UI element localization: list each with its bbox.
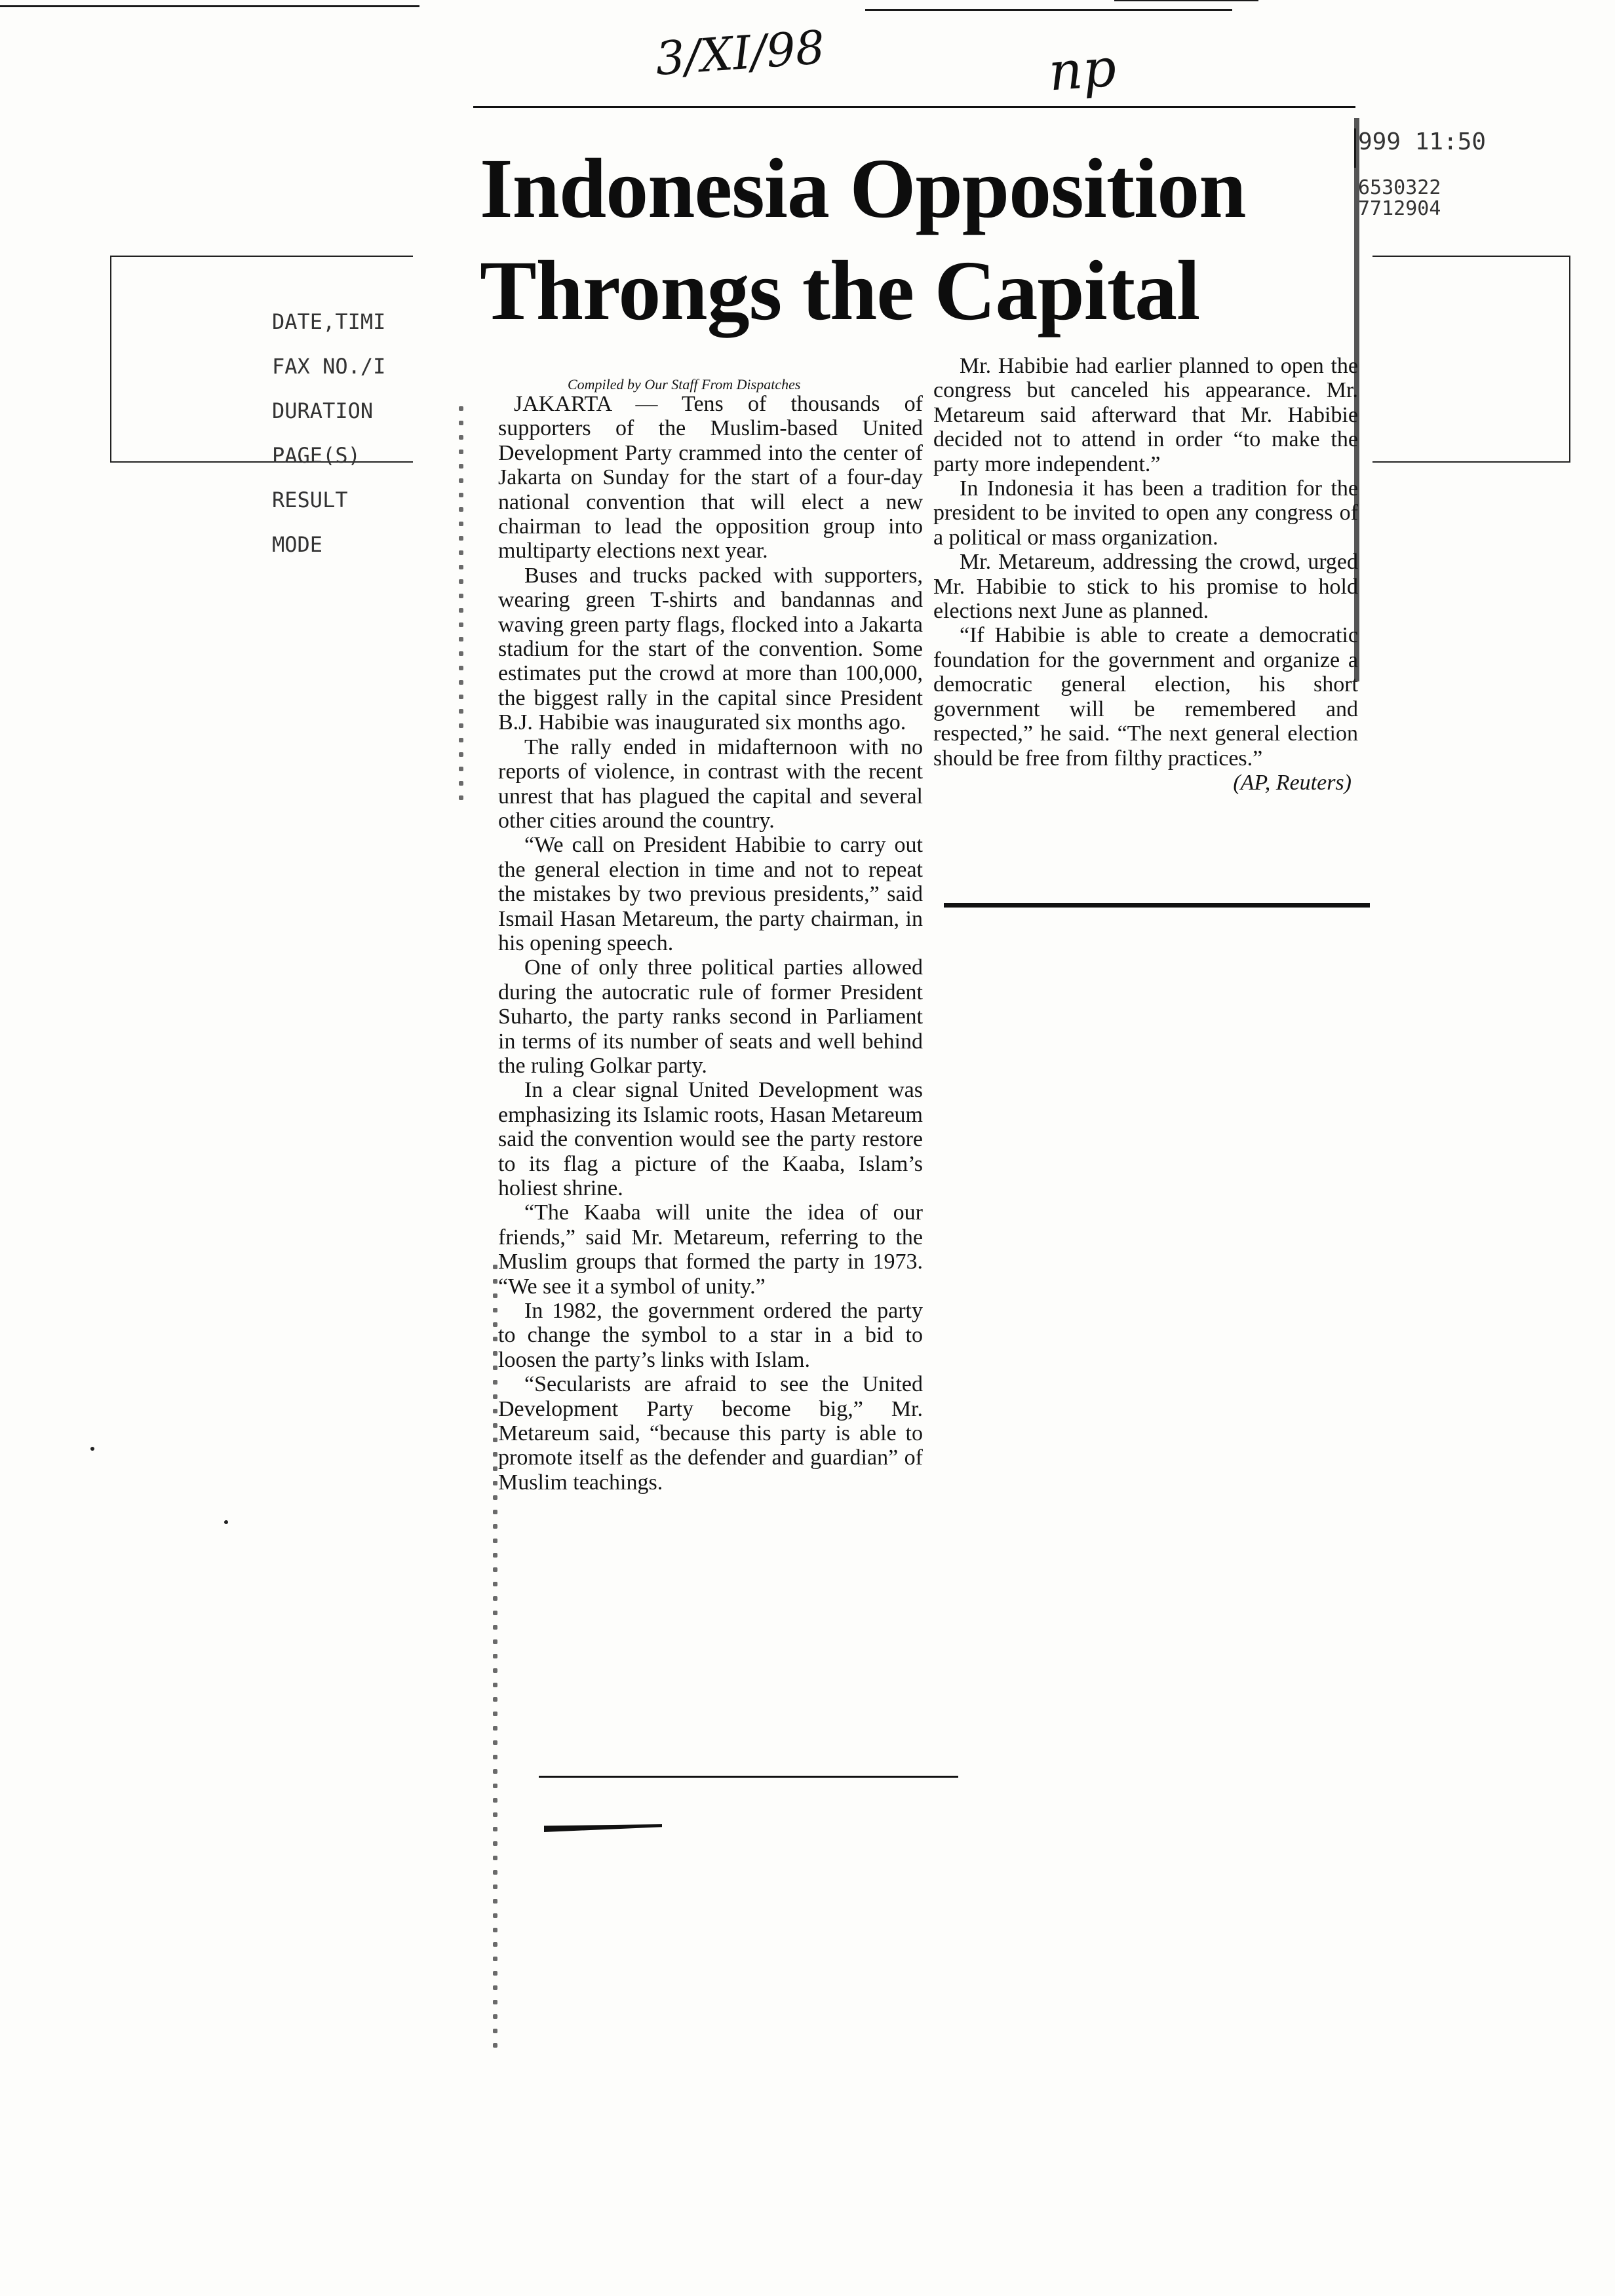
article-paragraph: JAKARTA — Tens of thousands of supporters of the Muslim-based United Development Party crammed into the center of Jakarta on Sunday for the start of a four-day national convention that will elect a new chairman to lead the opposition group into multiparty elections next year.	[498, 392, 923, 564]
article-paragraph: Mr. Habibie had earlier planned to open the congress but canceled his appearance. Mr. Metareum said afterward that Mr. Habibie decided not to attend in order “to make the party more independent.”	[933, 354, 1358, 476]
fax-header-number-2: 7712904	[1358, 197, 1441, 220]
fax-header-number-1: 6530322	[1358, 176, 1441, 199]
article-paragraph: In 1982, the government ordered the party to change the symbol to a star in a bid to loosen the party’s links with Islam.	[498, 1299, 923, 1372]
fax-label: PAGE(S)	[272, 443, 360, 468]
article-paragraph: Mr. Metareum, addressing the crowd, urged Mr. Habibie to stick to his promise to hold elections next June as planned.	[933, 550, 1358, 624]
fax-report-labels	[272, 288, 385, 556]
fax-label: DATE,TIMI	[272, 309, 386, 334]
fax-label: DURATION	[272, 398, 374, 423]
fax-label: RESULT	[272, 488, 348, 512]
fax-label: FAX NO./I	[272, 354, 386, 379]
fax-report-box-right	[1372, 256, 1570, 463]
article-paragraph-final: “If Habibie is able to create a democratic foundation for the government and organize a democratic general election, his short government will be remembered and respected,” he said. “The next general election should be free from filthy practices.” (AP, Reuters)	[933, 623, 1358, 795]
article-paragraph: “Secularists are afraid to see the United Development Party become big,” Mr. Metareum said, “because this party is able to promote itself as the defender and guardian” of Muslim teachings.	[498, 1372, 923, 1495]
article-top-rule	[473, 106, 1355, 108]
scan-edge-line-far	[1114, 0, 1258, 1]
headline-line-1: Indonesia Opposition	[480, 142, 1246, 236]
scan-edge-line-right	[865, 9, 1232, 11]
fax-header-bracket	[1354, 128, 1356, 168]
article-credit: Compiled by Our Staff From Dispatches	[568, 376, 801, 392]
scan-speckle-strip-upper	[459, 406, 465, 810]
fax-header-time: 999 11:50	[1358, 128, 1487, 155]
end-mark-dash	[544, 1824, 662, 1832]
handwritten-initials: np	[1046, 37, 1118, 103]
article-dateline: JAKARTA —	[514, 392, 658, 416]
article-column-2	[933, 354, 1358, 795]
column-2-end-rule	[944, 903, 1370, 908]
article-paragraph: In Indonesia it has been a tradition for the president to be invited to open any congress of a political or mass organization.	[933, 476, 1358, 550]
scan-dot	[90, 1447, 94, 1451]
article-paragraph: The rally ended in midafternoon with no reports of violence, in contrast with the recent unrest that has plagued the capital and several other cities around the country.	[498, 735, 923, 833]
article-paragraph: One of only three political parties allowed during the autocratic rule of former President Suharto, the party ranks second in Parliament in terms of its number of seats and well behind the ruling Golkar party.	[498, 955, 923, 1078]
article-paragraph: “We call on President Habibie to carry out the general election in time and not to repeat the mistakes by two previous presidents,” said Ismail Hasan Metareum, the party chairman, in his opening speech.	[498, 833, 923, 955]
article-paragraph: Buses and trucks packed with supporters, wearing green T-shirts and bandannas and waving green party flags, flocked into a Jakarta stadium for the start of the convention. Some estimates put the crowd at more than 100,000, the biggest rally in the capital since President B.J. Habibie was inaugurated six months ago.	[498, 563, 923, 735]
column-1-end-rule	[539, 1776, 958, 1778]
article-paragraph: “The Kaaba will unite the idea of our friends,” said Mr. Metareum, referring to the Muslim groups that formed the party in 1973. “We see it a symbol of unity.”	[498, 1200, 923, 1299]
article-column-1	[498, 392, 923, 1495]
fax-label: MODE	[272, 532, 323, 557]
scan-dot	[224, 1520, 228, 1524]
scan-edge-line-left	[0, 5, 419, 7]
article-sign-credit: (AP, Reuters)	[1233, 770, 1352, 795]
headline-line-2: Throngs the Capital	[480, 244, 1200, 338]
handwritten-date: 3/XI/98	[653, 20, 827, 86]
article-headline	[480, 138, 1332, 342]
article-paragraph: In a clear signal United Development was emphasizing its Islamic roots, Hasan Metareum said the convention would see the party restore to its flag a picture of the Kaaba, Islam’s holiest shrine.	[498, 1078, 923, 1200]
